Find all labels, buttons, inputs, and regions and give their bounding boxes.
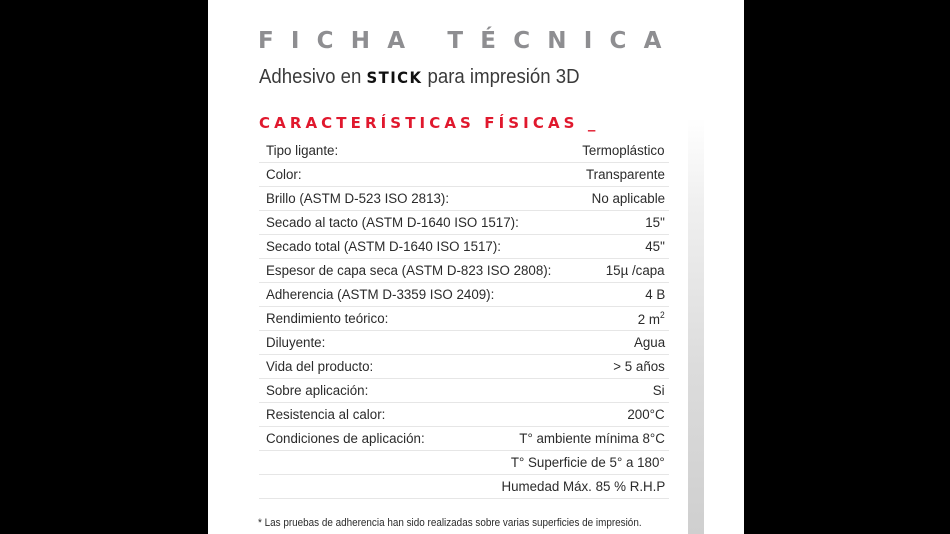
spec-value: Humedad Máx. 85 % R.H.P <box>501 478 665 495</box>
spec-value: 200°C <box>627 406 665 423</box>
page-shadow-strip <box>688 118 704 534</box>
subtitle-suffix: para impresión 3D <box>422 66 580 88</box>
subtitle-prefix: Adhesivo en <box>259 66 367 88</box>
spec-table <box>259 139 669 499</box>
spec-row-brillo <box>259 187 669 211</box>
product-subtitle <box>259 66 580 89</box>
spec-value: T° ambiente mínima 8°C <box>519 430 665 447</box>
spec-value: Termoplástico <box>582 142 665 159</box>
spec-row-color <box>259 163 669 187</box>
superscript: 2 <box>660 309 665 320</box>
spec-value-text: 2 m <box>638 311 661 328</box>
spec-label: Tipo ligante: <box>266 142 339 159</box>
spec-row-rendimiento <box>259 307 669 331</box>
spec-label: Espesor de capa seca (ASTM D-823 ISO 2808): <box>266 262 552 279</box>
spec-label: Sobre aplicación: <box>266 382 369 399</box>
brand-name: STICK <box>366 68 423 87</box>
spec-label: Brillo (ASTM D-523 ISO 2813): <box>266 190 450 207</box>
spec-value: Transparente <box>586 166 665 183</box>
spec-value: > 5 años <box>613 358 665 375</box>
spec-label: Secado al tacto (ASTM D-1640 ISO 1517): <box>266 214 519 231</box>
spec-label: Resistencia al calor: <box>266 406 386 423</box>
spec-label: Color: <box>266 166 302 183</box>
spec-row-condiciones-humedad <box>259 475 669 499</box>
spec-label: Adherencia (ASTM D-3359 ISO 2409): <box>266 286 495 303</box>
section-heading: CARACTERÍSTICAS FÍSICAS _ <box>259 114 600 132</box>
spec-row-secado-tacto <box>259 211 669 235</box>
spec-value: Agua <box>633 334 665 351</box>
document-title: FICHA TÉCNICA <box>258 28 679 54</box>
spec-row-resistencia <box>259 403 669 427</box>
document-page <box>208 0 744 534</box>
spec-value: 15" <box>645 214 665 231</box>
footnote: * Las pruebas de adherencia han sido realizadas sobre varias superficies de impresión. <box>258 517 642 529</box>
spec-row-secado-total <box>259 235 669 259</box>
spec-value: 45" <box>645 238 665 255</box>
spec-value: Si <box>653 382 665 399</box>
spec-label: Condiciones de aplicación: <box>266 430 425 447</box>
spec-value: T° Superficie de 5° a 180° <box>511 454 665 471</box>
spec-value <box>638 310 665 328</box>
spec-row-sobre-aplicacion <box>259 379 669 403</box>
spec-value: 4 B <box>644 286 665 303</box>
spec-label: Vida del producto: <box>266 358 374 375</box>
spec-row-condiciones-superficie <box>259 451 669 475</box>
spec-label: Diluyente: <box>266 334 326 351</box>
spec-row-diluyente <box>259 331 669 355</box>
spec-value: 15µ /capa <box>606 262 665 279</box>
spec-value: No aplicable <box>591 190 665 207</box>
spec-row-espesor <box>259 259 669 283</box>
spec-row-vida <box>259 355 669 379</box>
spec-row-adherencia <box>259 283 669 307</box>
spec-row-condiciones <box>259 427 669 451</box>
spec-row-tipo-ligante <box>259 139 669 163</box>
spec-label: Secado total (ASTM D-1640 ISO 1517): <box>266 238 501 255</box>
spec-label: Rendimiento teórico: <box>266 310 389 327</box>
